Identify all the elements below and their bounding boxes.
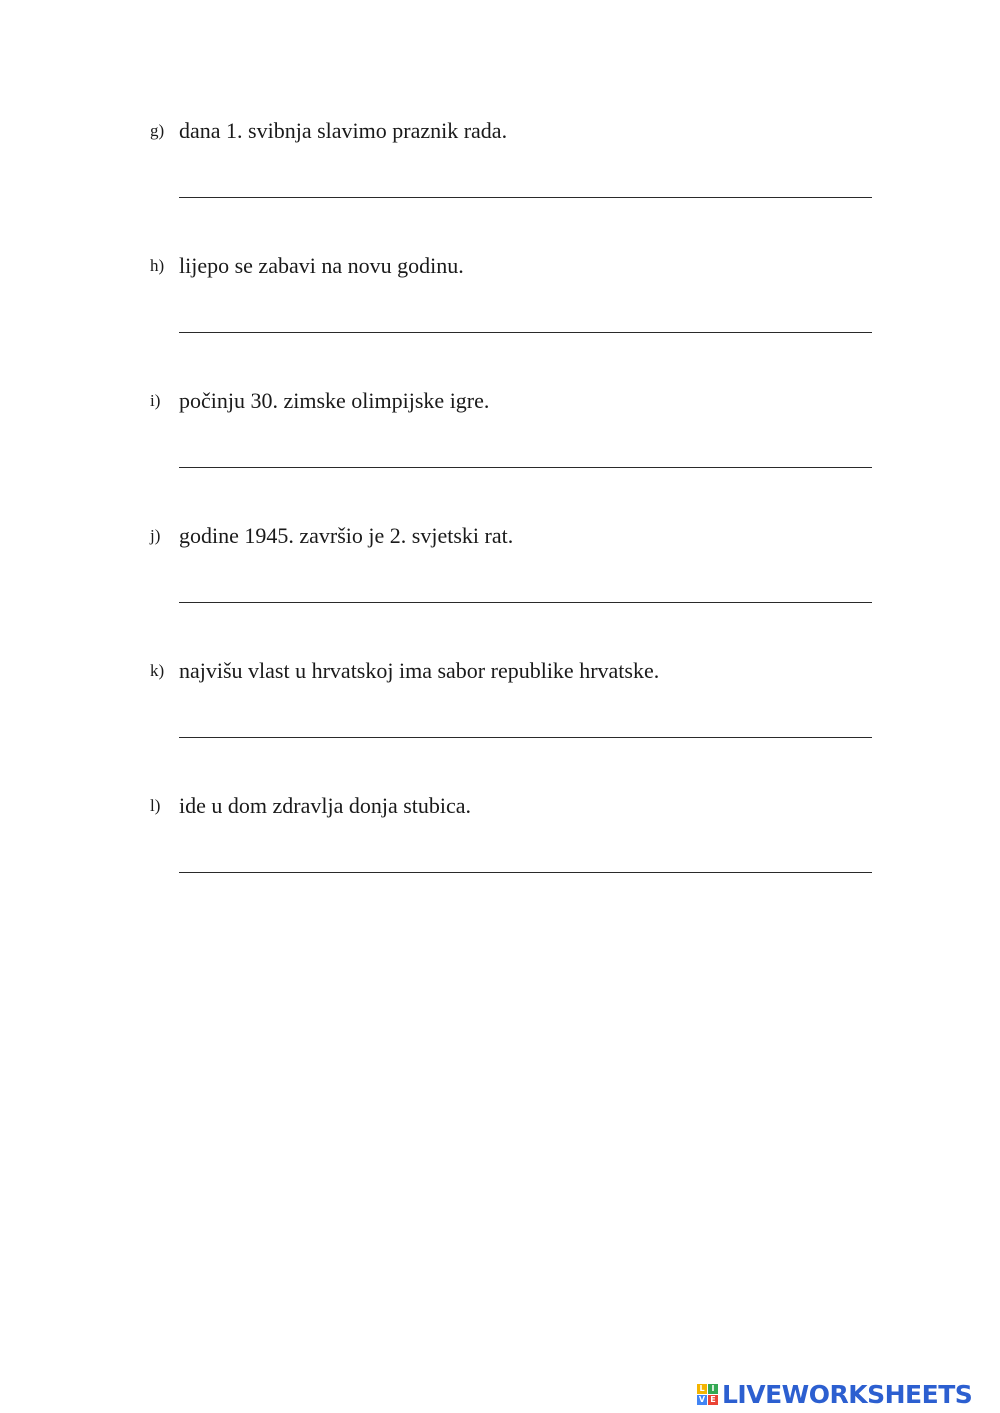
answer-line[interactable]: [179, 332, 872, 333]
answer-line[interactable]: [179, 737, 872, 738]
item-letter: j): [150, 526, 161, 545]
exercise-item-g: [0, 119, 1000, 254]
item-sentence: dana 1. svibnja slavimo praznik rada.: [179, 118, 508, 143]
logo-mark-cell: I: [708, 1384, 718, 1394]
item-sentence: počinju 30. zimske olimpijske igre.: [179, 388, 490, 413]
answer-line[interactable]: [179, 197, 872, 198]
item-letter: h): [150, 256, 165, 275]
logo-mark-icon: [697, 1384, 718, 1405]
answer-line[interactable]: [179, 872, 872, 873]
logo-mark-cell: L: [697, 1384, 707, 1394]
exercise-item-j: [0, 524, 1000, 659]
item-letter: i): [150, 391, 161, 410]
exercise-item-i: [0, 389, 1000, 524]
item-sentence: lijepo se zabavi na novu godinu.: [179, 253, 464, 278]
item-sentence: najvišu vlast u hrvatskoj ima sabor republike hrvatske.: [179, 658, 660, 683]
answer-line[interactable]: [179, 467, 872, 468]
item-sentence: godine 1945. završio je 2. svjetski rat.: [179, 523, 514, 548]
answer-line[interactable]: [179, 602, 872, 603]
exercise-item-h: [0, 254, 1000, 389]
brand-name: LIVEWORKSHEETS: [722, 1379, 973, 1409]
logo-mark-cell: V: [698, 1394, 706, 1404]
logo-mark-cell: E: [708, 1395, 718, 1405]
liveworksheets-logo: [697, 1378, 972, 1410]
item-letter: g): [150, 121, 165, 140]
exercise-item-k: [0, 659, 1000, 794]
item-sentence: ide u dom zdravlja donja stubica.: [179, 793, 472, 818]
exercise-item-l: [0, 794, 1000, 929]
item-letter: l): [150, 796, 161, 815]
item-letter: k): [150, 661, 165, 680]
